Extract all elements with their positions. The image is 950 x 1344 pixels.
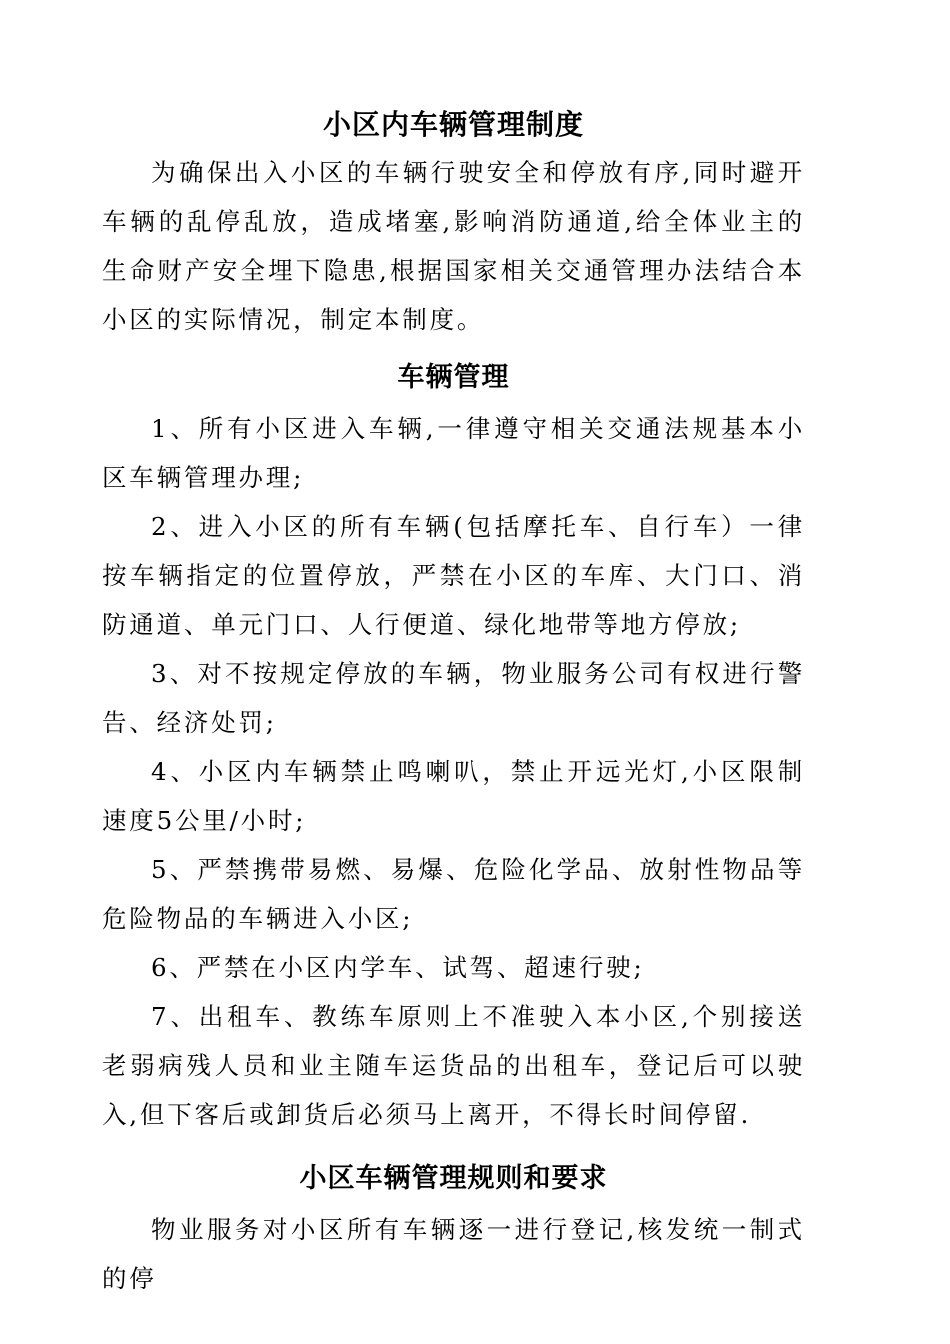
- section-heading-rules-requirements: 小区车辆管理规则和要求: [299, 1163, 608, 1194]
- rule-item-7: 7、出租车、教练车原则上不准驶入本小区,个别接送老弱病残人员和业主随车运货品的出租车，登记后可以驶入,但下客后或卸货后必须马上离开，不得长时间停留.: [102, 1002, 805, 1129]
- section-heading-vehicle-management: 车辆管理: [397, 362, 510, 393]
- rule-item-5: 5、严禁携带易燃、易爆、危险化学品、放射性物品等危险物品的车辆进入小区;: [102, 855, 805, 933]
- rule-item-3: 3、对不按规定停放的车辆，物业服务公司有权进行警告、经济处罚;: [102, 659, 805, 737]
- section2-paragraph: 物业服务对小区所有车辆逐一进行登记,核发统一制式的停: [102, 1215, 805, 1293]
- rule-item-6: 6、严禁在小区内学车、试驾、超速行驶;: [151, 953, 645, 982]
- document-title: 小区内车辆管理制度: [322, 108, 584, 141]
- intro-paragraph: 为确保出入小区的车辆行驶安全和停放有序,同时避开车辆的乱停乱放，造成堵塞,影响消防通道,给全体业主的生命财产安全埋下隐患,根据国家相关交通管理办法结合本小区的实际情况，制定本制度。: [102, 158, 805, 334]
- rule-item-4: 4、小区内车辆禁止鸣喇叭，禁止开远光灯,小区限制速度5公里/小时;: [102, 757, 805, 835]
- rule-item-2: 2、进入小区的所有车辆(包括摩托车、自行车）一律按车辆指定的位置停放，严禁在小区的车库、大门口、消防通道、单元门口、人行便道、绿化地带等地方停放;: [102, 512, 805, 639]
- rule-item-1: 1、所有小区进入车辆,一律遵守相关交通法规基本小区车辆管理办理;: [102, 414, 805, 492]
